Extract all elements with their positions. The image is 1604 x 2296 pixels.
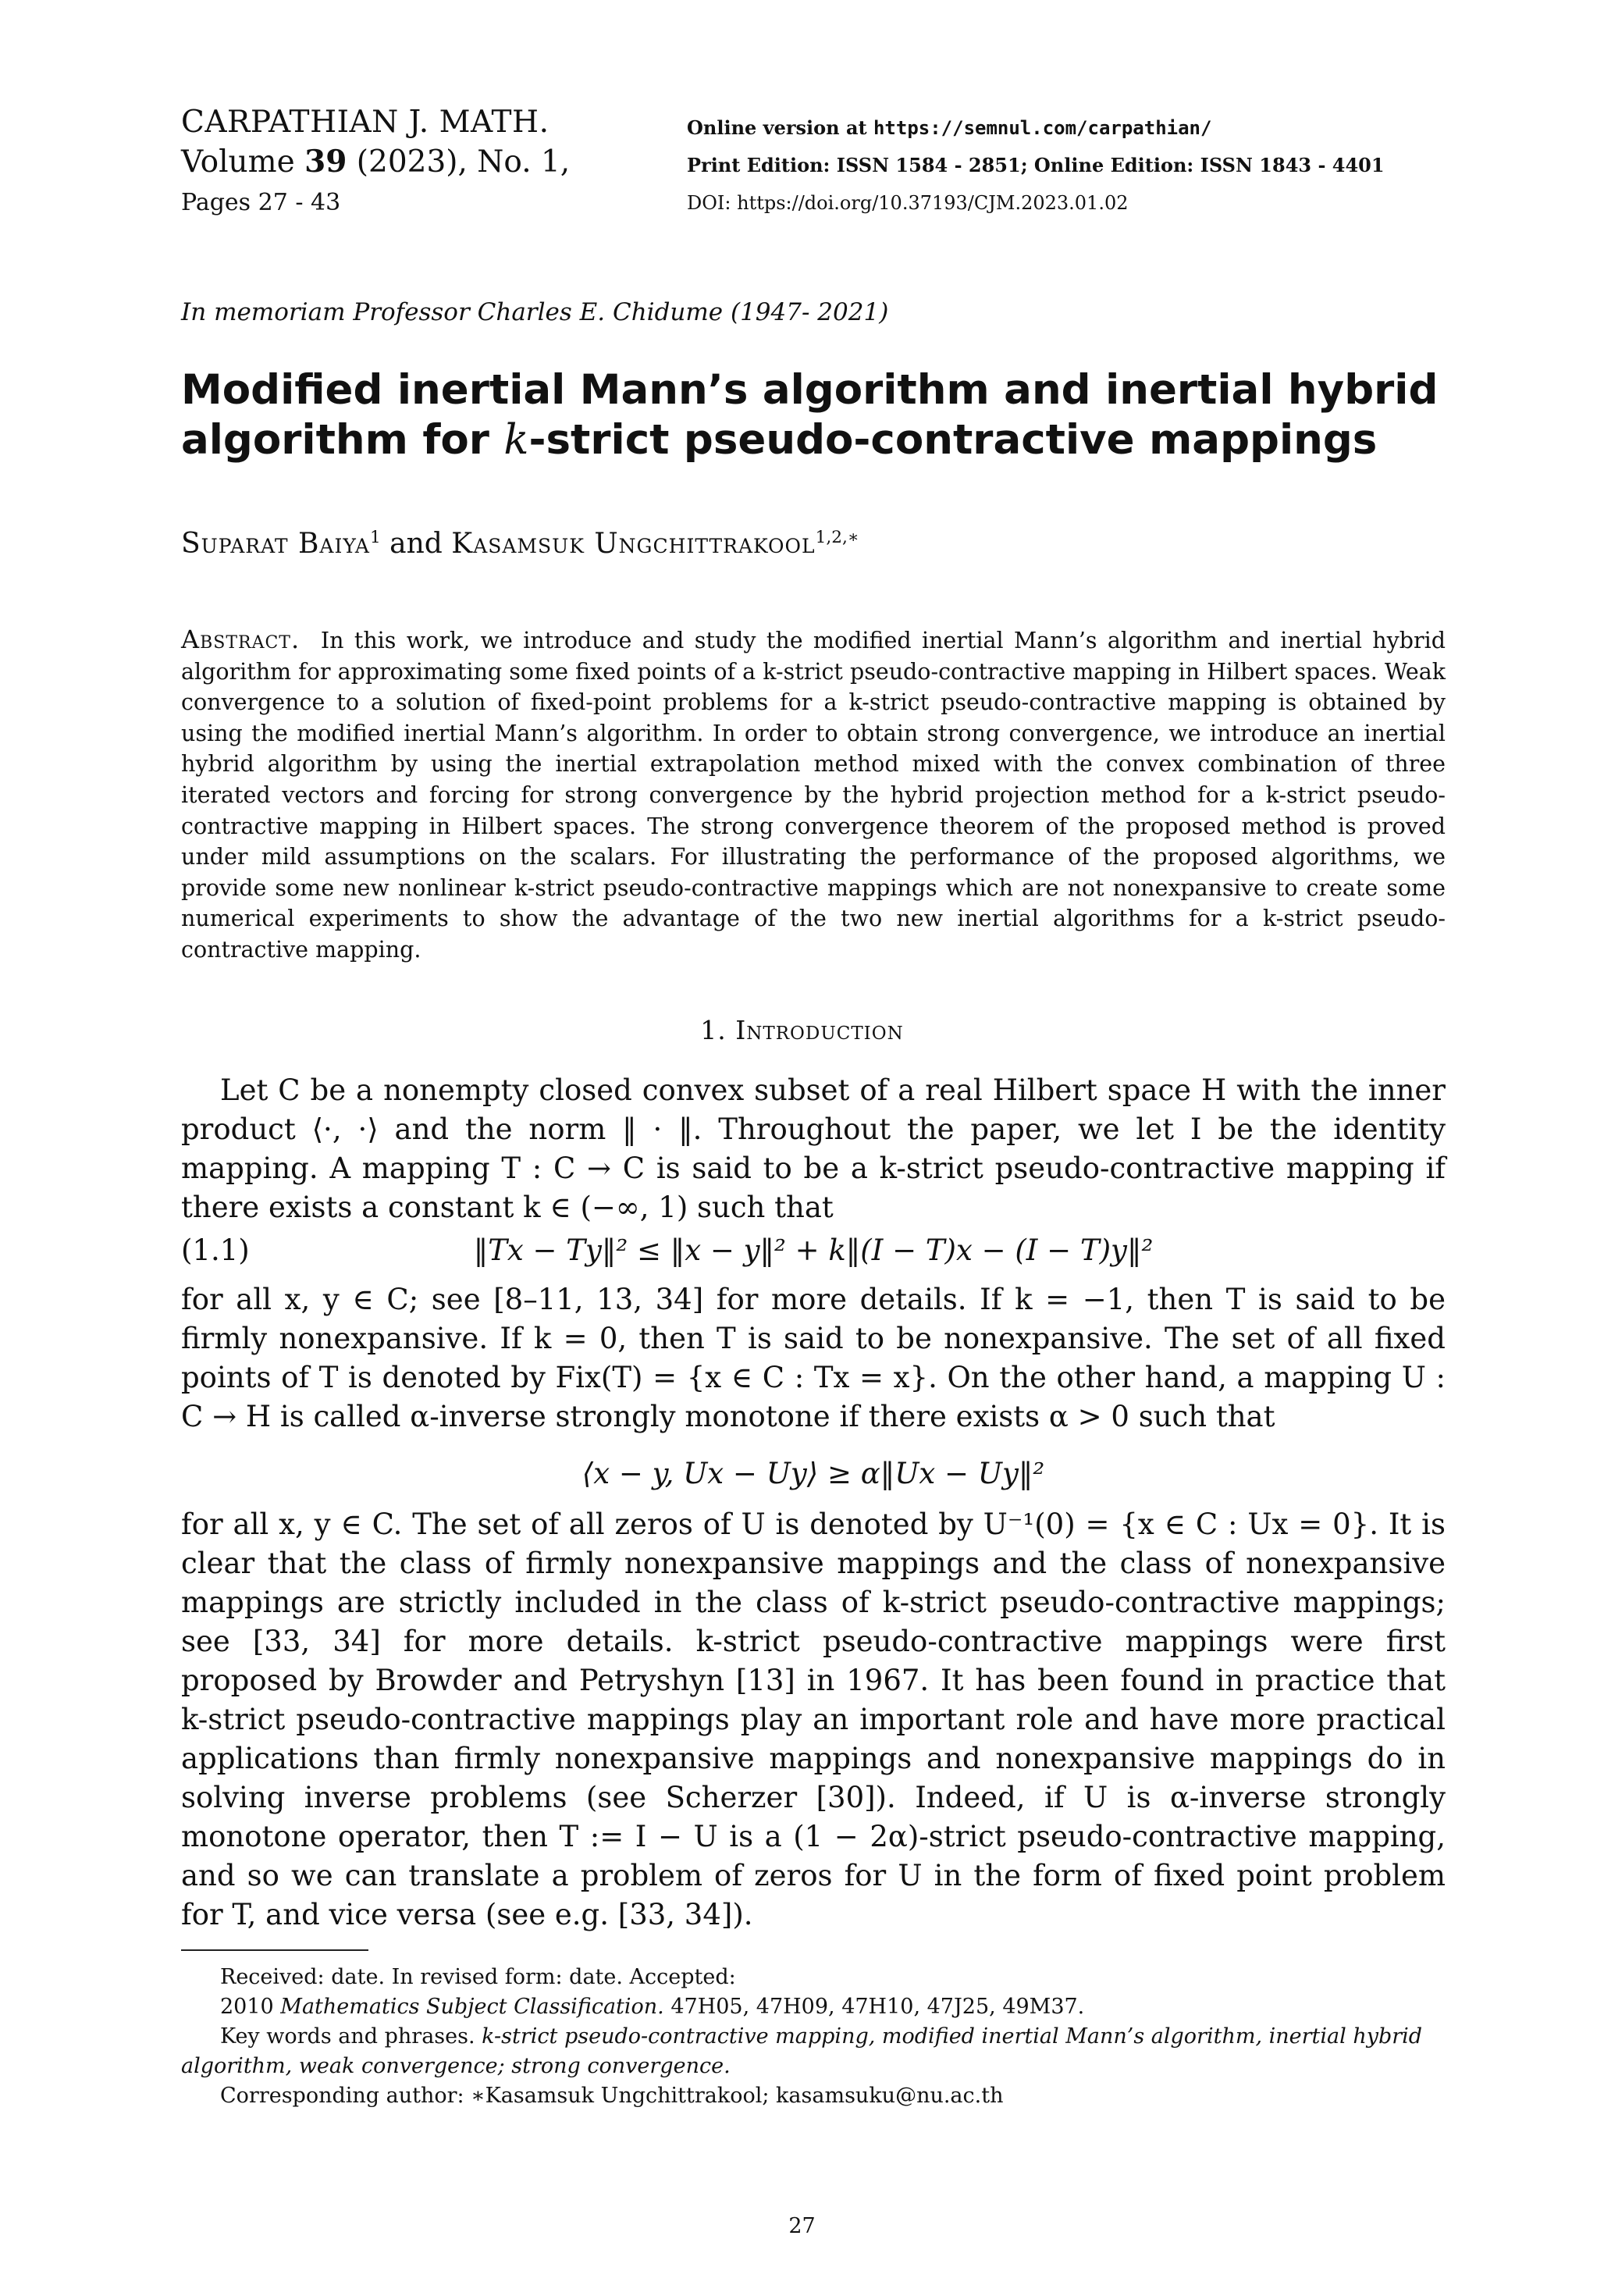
online-version: Online version at https://semnul.com/carpathian/	[687, 116, 1212, 139]
abstract	[181, 625, 1446, 966]
paragraph-2: for all x, y ∈ C; see [8–11, 13, 34] for more details. If k = −1, then T is said to be firmly nonexpansive. If k = 0, then T is said to be nonexpansive. The set of all fixed points of T is denoted by Fix(T) = {x ∈ C : Tx = x}. On the other hand, a mapping U : C → H is called α-inverse strongly monotone if there exists α > 0 such that	[181, 1283, 1446, 1433]
journal-info	[181, 103, 681, 222]
author-2: Kasamsuk Ungchittrakool	[451, 528, 816, 560]
author-list: Suparat Baiya$^1$ and Kasamsuk Ungchittrakool$^{1,2,∗}$	[181, 528, 859, 560]
doi-link[interactable]: DOI: https://doi.org/10.37193/CJM.2023.01.02	[687, 192, 1129, 214]
online-url-link[interactable]: https://semnul.com/carpathian/	[873, 117, 1212, 139]
author-1: Suparat Baiya	[181, 528, 370, 560]
footnote-rule	[181, 1949, 368, 1951]
msc-note: 2010 Mathematics Subject Classification. 47H05, 47H09, 47H10, 47J25, 49M37.	[220, 1995, 1085, 2019]
equation-expression: ‖Tx − Ty‖² ≤ ‖x − y‖² + k‖(I − T)x − (I − T)y‖²	[473, 1233, 1154, 1267]
issn-line: Print Edition: ISSN 1584 - 2851; Online Edition: ISSN 1843 - 4401	[687, 154, 1385, 176]
journal-pages: Pages 27 - 43	[181, 189, 341, 216]
corresponding-author-note: Corresponding author: ∗Kasamsuk Ungchittrakool; kasamsuku@nu.ac.th	[220, 2084, 1004, 2108]
received-note: Received: date. In revised form: date. Accepted:	[220, 1965, 736, 1989]
paragraph-1: Let C be a nonempty closed convex subset of a real Hilbert space H with the inner product ⟨·, ·⟩ and the norm ‖ · ‖. Throughout the paper, we let I be the identity mapping. A mapping T : C → C is said to be a k-strict pseudo-contractive mapping if there exists a constant k ∈ (−∞, 1) such that	[181, 1073, 1446, 1224]
memoriam-line: In memoriam Professor Charles E. Chidume (1947- 2021)	[181, 298, 889, 326]
journal-volume: Volume 39 (2023), No. 1,	[181, 144, 571, 180]
page-number: 27	[788, 2214, 816, 2238]
paper-title: Modified inertial Mann’s algorithm and inertial hybrid algorithm for k-strict pseudo-contractive mappings	[181, 366, 1439, 464]
equation-number: (1.1)	[181, 1233, 250, 1267]
equation-2	[181, 1457, 1446, 1497]
footnotes	[181, 1963, 1446, 2111]
equation-expression: ⟨x − y, Ux − Uy⟩ ≥ α‖Ux − Uy‖²	[581, 1457, 1045, 1490]
paragraph-3: for all x, y ∈ C. The set of all zeros of U is denoted by U⁻¹(0) = {x ∈ C : Ux = 0}. It is clear that the class of firmly nonexpansive mappings and the class of nonexpansive mappings are strictly included in the class of k-strict pseudo-contractive mappings; see [33, 34] for more details. k-strict pseudo-contractive mappings were first proposed by Browder and Petryshyn [13] in 1967. It has been found in practice that k-strict pseudo-contractive mappings play an important role and have more practical applications than firmly nonexpansive mappings and nonexpansive mappings do in solving inverse problems (see Scherzer [30]). Indeed, if U is α-inverse strongly monotone operator, then T := I − U is a (1 − 2α)-strict pseudo-contractive mapping, and so we can translate a problem of zeros for U in the form of fixed point problem for T, and vice versa (see e.g. [33, 34]).	[181, 1508, 1446, 1931]
equation-1-1	[181, 1233, 1446, 1274]
section-heading-introduction: 1. Introduction	[700, 1015, 904, 1045]
abstract-heading: Abstract.	[181, 625, 301, 654]
publication-info	[687, 109, 1467, 222]
keywords-note: Key words and phrases. k-strict pseudo-contractive mapping, modified inertial Mann’s algorithm, inertial hybrid algorithm, weak convergence; strong convergence.	[181, 2024, 1423, 2078]
journal-name: CARPATHIAN J. MATH.	[181, 105, 549, 140]
abstract-text: In this work, we introduce and study the modified inertial Mann’s algorithm and inertial hybrid algorithm for approximating some fixed points of a k-strict pseudo-contractive mapping in Hilbert spaces. Weak convergence to a solution of fixed-point problems for a k-strict pseudo-contractive mapping is obtained by using the modified inertial Mann’s algorithm. In order to obtain strong convergence, we introduce an inertial hybrid algorithm by using the inertial extrapolation method mixed with the convex combination of three iterated vectors and forcing for strong convergence by the hybrid projection method for a k-strict pseudo-contractive mapping in Hilbert spaces. The strong convergence theorem of the proposed method is proved under mild assumptions on the scalars. For illustrating the performance of the proposed algorithms, we provide some new nonlinear k-strict pseudo-contractive mappings which are not nonexpansive to create some numerical experiments to show the advantage of the two new inertial algorithms for a k-strict pseudo-contractive mapping.	[181, 628, 1446, 963]
